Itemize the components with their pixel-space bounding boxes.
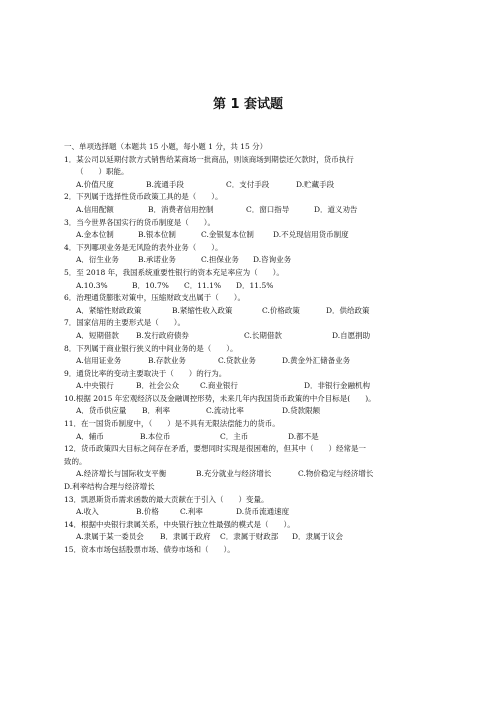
option-b: B.发行政府债券	[136, 330, 189, 340]
option-d: D．道义劝告	[314, 204, 358, 214]
option-a: A.信用配额	[76, 204, 114, 214]
option-d: D.货币流通速度	[236, 507, 290, 517]
option-b: B.紧缩性收入政策	[172, 305, 233, 315]
option-c: C.流动比率	[206, 406, 244, 416]
option-a: A．紧缩性财政政策	[76, 305, 142, 315]
option-a: A.价值尺度	[76, 179, 114, 189]
option-a: A.收入	[76, 507, 99, 517]
option-b: B．消费者信用控制	[148, 204, 214, 214]
question-4-options	[64, 254, 434, 267]
option-b: B.流通手段	[146, 179, 184, 189]
question-10-options	[64, 405, 434, 418]
question-12-options	[64, 468, 434, 481]
question-3: 3．当今世界各国实行的货币制度是（ ）。	[64, 217, 216, 227]
question-8: 8．下列属于商业银行狭义的中间业务的是（ ）。	[64, 343, 238, 353]
question-7-options	[64, 330, 434, 343]
option-d: D．11.5%	[236, 280, 274, 290]
option-a: A.经济增长与国际收支平衡	[76, 469, 167, 479]
option-d: D.自愿捐助	[332, 330, 371, 340]
option-a: A．辅币	[76, 431, 104, 441]
option-a: A.隶属于某一委员会	[76, 532, 144, 542]
option-c: C.价格政策	[262, 305, 300, 315]
option-d: D．供给政策	[326, 305, 370, 315]
option-c: C.长期借款	[244, 330, 282, 340]
option-c: C.金银复本位制	[201, 230, 254, 240]
question-7: 7．国家信用的主要形式是（ ）。	[64, 318, 186, 328]
option-a: A．短期借款	[76, 330, 119, 340]
question-14: 14．根据中央银行隶属关系，中央银行独立性最强的模式是（ ）。	[64, 519, 295, 529]
option-c: C．支付手段	[226, 179, 270, 189]
question-2: 2．下列属于选择性货币政策工具的是（ ）。	[64, 192, 223, 202]
page-title: 第 1 套试题	[212, 97, 284, 112]
option-c: C.商业银行	[200, 381, 238, 391]
option-d: D.贷款限额	[282, 406, 321, 416]
option-b: B.银本位制	[138, 230, 176, 240]
option-b: B.承诺业务	[138, 255, 176, 265]
question-12: 12．货币政策四大目标之间存在矛盾，要想同时实现是很困难的，但其中（ ）经常是一	[64, 444, 367, 454]
option-d: D.利率结构合理与经济增长	[64, 482, 155, 492]
option-d: D．隶属于议会	[292, 532, 344, 542]
option-c: C．隶属于财政部	[220, 532, 279, 542]
section-heading: 一、单项选择题（本题共 15 小题，每小题 1 分，共 15 分）	[64, 142, 268, 151]
option-c: C.利率	[180, 507, 203, 517]
question-9: 9．通货比率的变动主要取决于（ ）的行为。	[64, 368, 227, 378]
option-b: B.本位币	[140, 431, 171, 441]
question-11-options	[64, 431, 434, 444]
question-10: 10.根据 2015 年宏观经济以及金融调控形势，未来几年内我国货币政策的中介目标是( )。	[64, 393, 376, 403]
option-c: C.物价稳定与经济增长	[298, 469, 374, 479]
question-3-options	[64, 229, 434, 242]
option-d: D．非银行金融机构	[304, 381, 371, 391]
option-d: D.都不是	[288, 431, 319, 441]
question-11: 11．在一国货币制度中，（ ）是不具有无限法偿能力的货币。	[64, 419, 280, 429]
question-14-options	[64, 531, 434, 544]
question-15: 15．资本市场包括股票市场、债券市场和（ ）。	[64, 545, 235, 554]
question-2-options	[64, 204, 434, 217]
option-d: D.贮藏手段	[296, 179, 335, 189]
option-c: C．主币	[220, 431, 249, 441]
option-a: A.中央银行	[76, 381, 114, 391]
question-6: 6．治理通货膨胀对策中，压缩财政支出属于（ ）。	[64, 293, 246, 303]
option-b: B．隶属于政府	[160, 532, 211, 542]
option-b: B．利率	[142, 406, 171, 416]
question-4: 4．下列哪项业务是无风险的表外业务（ ）。	[64, 242, 223, 252]
option-d: D.黄金外汇储备业务	[282, 356, 351, 366]
option-b: B．社会公众	[136, 381, 180, 391]
option-b: B.价格	[136, 507, 159, 517]
option-a: A.金本位制	[76, 230, 114, 240]
option-a: A.信用证业务	[76, 356, 122, 366]
question-13: 13．凯恩斯货币需求函数的最大贡献在于引入（ ）变量。	[64, 494, 269, 504]
option-c: C．11.1%	[184, 280, 222, 290]
question-8-options	[64, 355, 434, 368]
option-b: B.充分就业与经济增长	[196, 469, 272, 479]
option-d: D.不兑现信用货币制度	[273, 230, 349, 240]
option-b: B.存款业务	[148, 356, 186, 366]
question-13-options	[64, 506, 434, 519]
option-c: C.贷款业务	[218, 356, 256, 366]
question-12-cont: 致的。	[64, 456, 87, 466]
option-d: D.咨询业务	[253, 255, 292, 265]
question-5-options	[64, 280, 434, 293]
question-5: 5．至 2018 年，我国系统重要性银行的资本充足率应为（ ）。	[64, 267, 284, 277]
option-a: A.10.3%	[76, 280, 108, 290]
question-1-cont: （ ）职能。	[76, 167, 129, 177]
question-9-options	[64, 380, 434, 393]
option-c: C．窗口指导	[246, 204, 290, 214]
question-1-options	[64, 179, 434, 192]
question-list	[64, 141, 434, 557]
option-a: A．货币供应量	[76, 406, 127, 416]
option-b: B．10.7%	[132, 280, 169, 290]
question-6-options	[64, 305, 434, 318]
option-a: A．衍生业务	[76, 255, 119, 265]
question-1: 1．某公司以延期付款方式销售给某商场一批商品，则该商场到期偿还欠款时，货币执行	[64, 154, 354, 164]
option-c: C.担保业务	[201, 255, 239, 265]
